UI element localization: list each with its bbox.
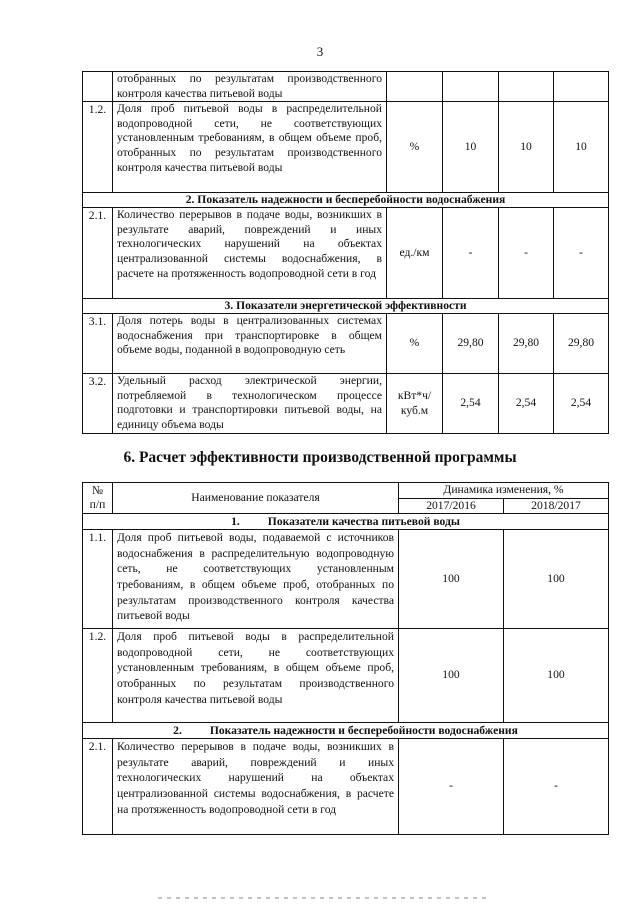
efficiency-table	[82, 482, 609, 835]
value-cell: -	[499, 208, 554, 299]
header-number-label: №	[91, 484, 104, 498]
header-number-sublabel: п/п	[89, 498, 106, 512]
value-cell	[443, 72, 499, 102]
header-name: Наименование показателя	[113, 483, 399, 514]
unit-cell: %	[387, 314, 443, 374]
indicator-name: Количество перерывов в подаче воды, возникших в результате аварий, повреждений и иных технологических нарушений на объектах централизованной системы водоснабжения, в расчете на протяженность водопроводной сети в год	[113, 208, 387, 299]
value-cell: 29,80	[499, 314, 554, 374]
table-row	[83, 208, 609, 299]
section-heading: 6. Расчет эффективности производственной программы	[123, 449, 517, 466]
table-row	[83, 739, 609, 835]
section-label: Показатель надежности и бесперебойности водоснабжения	[209, 723, 518, 737]
row-number: 1.2.	[83, 102, 113, 193]
table-row	[83, 629, 609, 723]
value-cell: -	[399, 739, 504, 835]
section-number: 2.	[173, 723, 182, 737]
value-cell: 29,80	[443, 314, 499, 374]
indicators-table-continued	[82, 71, 609, 434]
table-row	[83, 530, 609, 629]
section-number: 1.	[231, 514, 240, 528]
value-cell: 100	[399, 629, 504, 723]
header-row	[83, 483, 609, 499]
value-cell: 2,54	[499, 374, 554, 434]
row-number: 2.1.	[83, 739, 113, 835]
unit-cell: %	[387, 102, 443, 193]
value-cell: -	[504, 739, 609, 835]
header-dynamics: Динамика изменения, %	[399, 483, 609, 499]
row-number: 1.1.	[83, 530, 113, 629]
table-row	[83, 374, 609, 434]
table-row	[83, 314, 609, 374]
section-title: 2. Показатель надежности и бесперебойности водоснабжения	[83, 193, 609, 208]
header-period-1: 2017/2016	[399, 498, 504, 514]
header-period-2: 2018/2017	[504, 498, 609, 514]
indicator-name: Количество перерывов в подаче воды, возникших в результате аварий, повреждений и иных технологических нарушений на объектах централизованной системы водоснабжения, в расчете на протяженность водопроводной сети в год	[113, 739, 399, 835]
header-number-cell	[83, 483, 113, 514]
value-cell: 29,80	[554, 314, 609, 374]
value-cell: 10	[554, 102, 609, 193]
indicator-name: Доля проб питьевой воды в распределительной водопроводной сети, не соответствующих установленным требованиям, в общем объеме проб, отобранных по результатам производственного контроля качества питьевой воды	[113, 629, 399, 723]
row-number: 1.2.	[83, 629, 113, 723]
indicator-name: отобранных по результатам производственного контроля качества питьевой воды	[113, 72, 387, 102]
table-row	[83, 72, 609, 102]
value-cell: -	[443, 208, 499, 299]
section-row	[83, 299, 609, 314]
section-label: Показатели качества питьевой воды	[267, 514, 460, 528]
value-cell	[499, 72, 554, 102]
indicator-name: Доля потерь воды в централизованных системах водоснабжения при транспортировке в общем объеме воды, поданной в водопроводную сеть	[113, 314, 387, 374]
value-cell: 2,54	[443, 374, 499, 434]
section-row	[83, 514, 609, 530]
value-cell: 10	[443, 102, 499, 193]
value-cell: -	[554, 208, 609, 299]
scan-artifact	[158, 897, 488, 899]
section-title	[83, 514, 609, 530]
table-row	[83, 102, 609, 193]
value-cell: 2,54	[554, 374, 609, 434]
indicator-name: Удельный расход электрической энергии, потребляемой в технологическом процессе подготовки и транспортировки питьевой воды, на единицу объема воды	[113, 374, 387, 434]
indicator-name: Доля проб питьевой воды, подаваемой с источников водоснабжения в распределительную водопроводную сеть, не соответствующих установленным требованиям, в общем объеме проб, отобранных по результатам производственного контроля качества питьевой воды	[113, 530, 399, 629]
value-cell	[554, 72, 609, 102]
unit-cell	[387, 72, 443, 102]
row-number: 2.1.	[83, 208, 113, 299]
value-cell: 10	[499, 102, 554, 193]
section-row	[83, 723, 609, 739]
section-row	[83, 193, 609, 208]
unit-cell: кВт*ч/ куб.м	[387, 374, 443, 434]
indicator-name: Доля проб питьевой воды в распределительной водопроводной сети, не соответствующих установленным требованиям, в общем объеме проб, отобранных по результатам производственного контроля качества питьевой воды	[113, 102, 387, 193]
page-number: 3	[316, 44, 324, 59]
row-number: 3.2.	[83, 374, 113, 434]
value-cell: 100	[399, 530, 504, 629]
section-title: 3. Показатели энергетической эффективности	[83, 299, 609, 314]
value-cell: 100	[504, 629, 609, 723]
row-number: 3.1.	[83, 314, 113, 374]
row-number	[83, 72, 113, 102]
unit-cell: ед./км	[387, 208, 443, 299]
value-cell: 100	[504, 530, 609, 629]
section-title	[83, 723, 609, 739]
